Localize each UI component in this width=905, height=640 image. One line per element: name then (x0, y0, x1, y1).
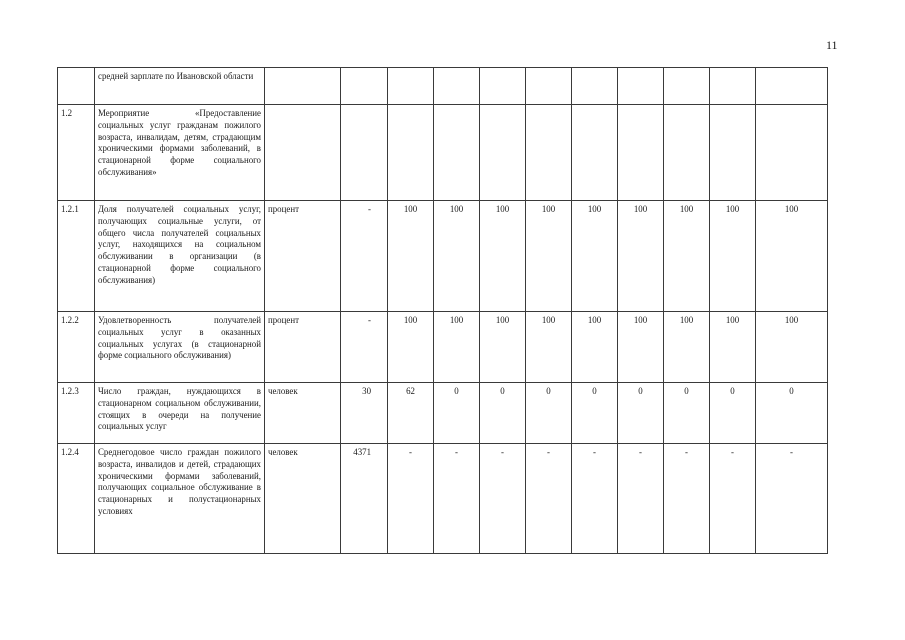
base-value-cell: 30 (341, 383, 388, 444)
table-row (58, 201, 828, 312)
unit-cell: процент (265, 201, 341, 312)
year-value-cell: 62 (388, 383, 434, 444)
table-row (58, 105, 828, 201)
row-number-cell: 1.2.4 (58, 444, 95, 554)
table-row (58, 312, 828, 383)
year-value-cell: 0 (480, 383, 526, 444)
year-value-cell: 100 (572, 312, 618, 383)
year-value-cell: 100 (480, 312, 526, 383)
unit-cell: человек (265, 444, 341, 554)
row-number-cell: 1.2.2 (58, 312, 95, 383)
year-value-cell: 100 (710, 312, 756, 383)
year-value-cell: - (388, 444, 434, 554)
base-value-cell (341, 68, 388, 105)
year-value-cell (756, 105, 828, 201)
year-value-cell: - (756, 444, 828, 554)
indicator-name-cell: Удовлетворенность получателей социальных услуг в оказанных социальных услугах (в стационарной форме социального обслуживания) (95, 312, 265, 383)
year-value-cell: - (710, 444, 756, 554)
base-value-cell: - (341, 201, 388, 312)
year-value-cell: 100 (434, 201, 480, 312)
year-value-cell: 0 (618, 383, 664, 444)
year-value-cell (618, 105, 664, 201)
year-value-cell: 100 (756, 201, 828, 312)
year-value-cell: 100 (572, 201, 618, 312)
year-value-cell: 100 (480, 201, 526, 312)
year-value-cell (618, 68, 664, 105)
year-value-cell (664, 68, 710, 105)
year-value-cell: 100 (664, 201, 710, 312)
row-number-cell (58, 68, 95, 105)
year-value-cell (480, 105, 526, 201)
year-value-cell (526, 105, 572, 201)
unit-cell (265, 68, 341, 105)
year-value-cell: 0 (572, 383, 618, 444)
base-value-cell (341, 105, 388, 201)
year-value-cell: 0 (756, 383, 828, 444)
year-value-cell (756, 68, 828, 105)
indicator-name-cell: Число граждан, нуждающихся в стационарном социальном обслуживании, стоящих в очереди на получение социальных услуг (95, 383, 265, 444)
year-value-cell (572, 105, 618, 201)
year-value-cell: 100 (388, 201, 434, 312)
base-value-cell: 4371 (341, 444, 388, 554)
year-value-cell (434, 105, 480, 201)
year-value-cell (434, 68, 480, 105)
year-value-cell: 100 (756, 312, 828, 383)
year-value-cell: 100 (526, 312, 572, 383)
unit-cell (265, 105, 341, 201)
year-value-cell: 0 (526, 383, 572, 444)
row-number-cell: 1.2 (58, 105, 95, 201)
indicator-name-cell: Среднегодовое число граждан пожилого возраста, инвалидов и детей, страдающих хроническими формами заболеваний, получающих социальное обслуживание в стационарных и полустационарных условиях (95, 444, 265, 554)
year-value-cell: - (526, 444, 572, 554)
year-value-cell: - (434, 444, 480, 554)
year-value-cell: 100 (434, 312, 480, 383)
year-value-cell: - (664, 444, 710, 554)
row-number-cell: 1.2.3 (58, 383, 95, 444)
year-value-cell (572, 68, 618, 105)
table-row (58, 383, 828, 444)
year-value-cell (664, 105, 710, 201)
table-row (58, 68, 828, 105)
year-value-cell: 100 (710, 201, 756, 312)
year-value-cell: 100 (618, 201, 664, 312)
unit-cell: человек (265, 383, 341, 444)
year-value-cell: 0 (710, 383, 756, 444)
year-value-cell: 100 (388, 312, 434, 383)
year-value-cell (480, 68, 526, 105)
page-number: 11 (826, 38, 838, 52)
year-value-cell: - (572, 444, 618, 554)
year-value-cell: 100 (618, 312, 664, 383)
year-value-cell (710, 68, 756, 105)
indicator-name-cell: Мероприятие «Предоставление социальных услуг гражданам пожилого возраста, инвалидам, детям, страдающим хроническими формами заболеваний, в стационарной форме социального обслуживания» (95, 105, 265, 201)
year-value-cell: - (480, 444, 526, 554)
year-value-cell (388, 68, 434, 105)
year-value-cell (526, 68, 572, 105)
row-number-cell: 1.2.1 (58, 201, 95, 312)
year-value-cell: 100 (526, 201, 572, 312)
year-value-cell: 0 (434, 383, 480, 444)
year-value-cell: - (618, 444, 664, 554)
table-row (58, 444, 828, 554)
indicator-name-cell: Доля получателей социальных услуг, получающих социальные услуги, от общего числа получателей социальных услуг, находящихся на социальном обслуживании в организации (в стационарной форме социального обслуживания) (95, 201, 265, 312)
base-value-cell: - (341, 312, 388, 383)
year-value-cell: 0 (664, 383, 710, 444)
year-value-cell: 100 (664, 312, 710, 383)
unit-cell: процент (265, 312, 341, 383)
indicator-name-cell: средней зарплате по Ивановской области (95, 68, 265, 105)
indicators-table (57, 67, 828, 554)
year-value-cell (388, 105, 434, 201)
year-value-cell (710, 105, 756, 201)
